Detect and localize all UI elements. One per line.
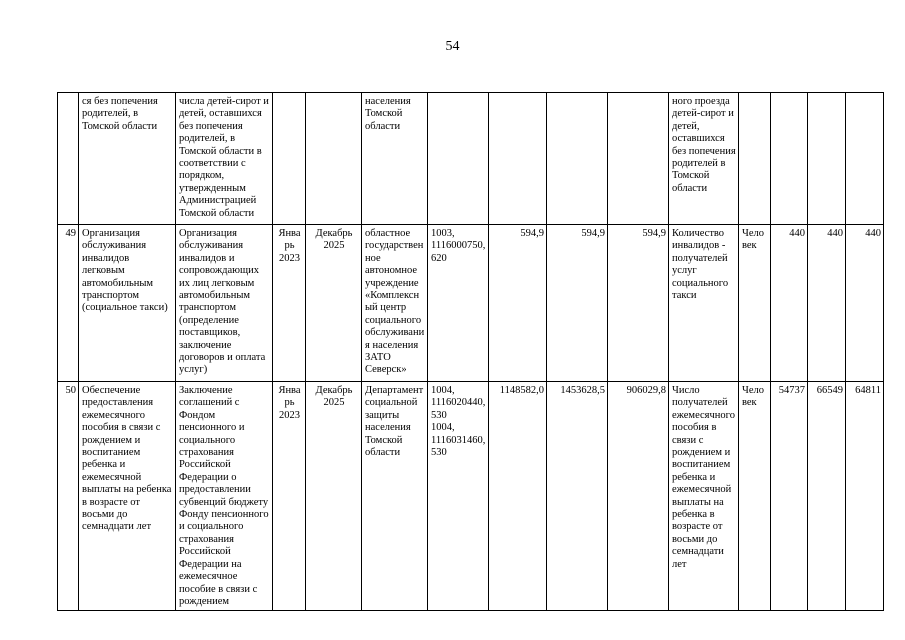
indicator: ного проезда детей-сирот и детей, оставшихся без попечения родителей в Томской области bbox=[669, 93, 739, 225]
target-2024 bbox=[808, 93, 846, 225]
activity-name: Обеспечение предоставления ежемесячного пособия в связи с рождением и воспитанием ребенка и ежемесячной выплаты на ребенка в возрасте от восьми до семнадцати лет bbox=[79, 382, 176, 611]
activity-name: ся без попечения родителей, в Томской области bbox=[79, 93, 176, 225]
unit bbox=[739, 93, 771, 225]
end-date: Декабрь 2025 bbox=[306, 382, 362, 611]
activity-content: Заключение соглашений с Фондом пенсионного и социального страхования Российской Федерации о предоставлении субвенций бюджету Фонду пенсионного и социального страхования Российской Федерации на ежемесячное пособие в связи с рождением bbox=[176, 382, 273, 611]
budget-code bbox=[428, 93, 489, 225]
funding-2023: 594,9 bbox=[489, 225, 547, 382]
unit: Человек bbox=[739, 382, 771, 611]
activity-name: Организация обслуживания инвалидов легковым автомобильным транспортом (социальное такси) bbox=[79, 225, 176, 382]
target-2024: 66549 bbox=[808, 382, 846, 611]
table-row bbox=[58, 225, 884, 382]
funding-2025: 906029,8 bbox=[608, 382, 669, 611]
funding-2023: 1148582,0 bbox=[489, 382, 547, 611]
start-date bbox=[273, 93, 306, 225]
indicator: Количество инвалидов - получателей услуг социального такси bbox=[669, 225, 739, 382]
target-2025: 64811 bbox=[846, 382, 884, 611]
row-index bbox=[58, 93, 79, 225]
program-table bbox=[57, 92, 884, 611]
target-2024: 440 bbox=[808, 225, 846, 382]
funding-2025: 594,9 bbox=[608, 225, 669, 382]
activity-content: Организация обслуживания инвалидов и сопровождающих их лиц легковым автомобильным транспортом (определение поставщиков, заключение договоров и оплата услуг) bbox=[176, 225, 273, 382]
executor: населения Томской области bbox=[362, 93, 428, 225]
table-row bbox=[58, 382, 884, 611]
budget-code: 1003, 1116000750, 620 bbox=[428, 225, 489, 382]
target-2025 bbox=[846, 93, 884, 225]
funding-2024: 1453628,5 bbox=[547, 382, 608, 611]
funding-2024: 594,9 bbox=[547, 225, 608, 382]
target-2023 bbox=[771, 93, 808, 225]
target-2023: 440 bbox=[771, 225, 808, 382]
start-date: Январь 2023 bbox=[273, 382, 306, 611]
target-2025: 440 bbox=[846, 225, 884, 382]
activity-content: числа детей-сирот и детей, оставшихся без попечения родителей, в Томской области в соответствии с порядком, утвержденным Администрацией Томской области bbox=[176, 93, 273, 225]
table-row bbox=[58, 93, 884, 225]
target-2023: 54737 bbox=[771, 382, 808, 611]
funding-2024 bbox=[547, 93, 608, 225]
page-number: 54 bbox=[445, 39, 460, 54]
executor: Департамент социальной защиты населения Томской области bbox=[362, 382, 428, 611]
funding-2025 bbox=[608, 93, 669, 225]
executor: областное государственное автономное учреждение «Комплексный центр социального обслуживания населения ЗАТО Северск» bbox=[362, 225, 428, 382]
row-index: 50 bbox=[58, 382, 79, 611]
start-date: Январь 2023 bbox=[273, 225, 306, 382]
funding-2023 bbox=[489, 93, 547, 225]
row-index: 49 bbox=[58, 225, 79, 382]
end-date: Декабрь 2025 bbox=[306, 225, 362, 382]
end-date bbox=[306, 93, 362, 225]
unit: Человек bbox=[739, 225, 771, 382]
indicator: Число получателей ежемесячного пособия в связи с рождением и воспитанием ребенка и ежемесячной выплаты на ребенка в возрасте от восьми до семнадцати лет bbox=[669, 382, 739, 611]
budget-code: 1004, 1116020440, 530 1004, 1116031460, 530 bbox=[428, 382, 489, 611]
